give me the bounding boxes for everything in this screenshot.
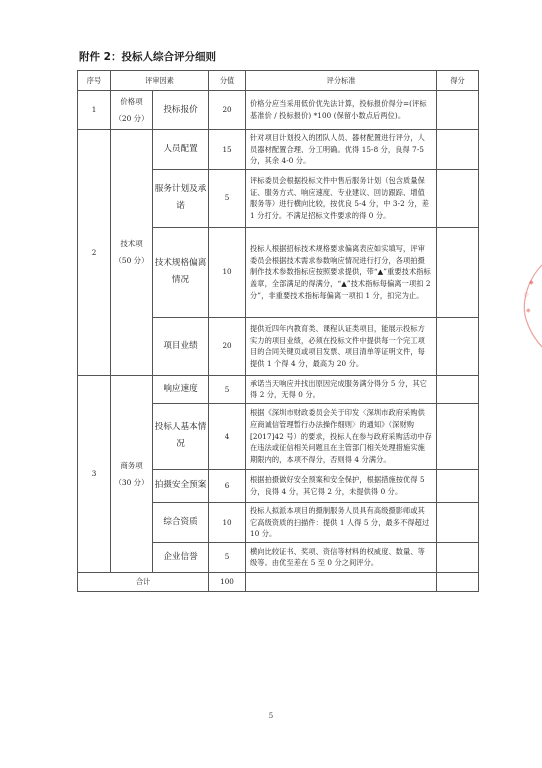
category-name: 商务项 — [120, 460, 143, 470]
page-title: 附件 2：投标人综合评分细则 — [79, 51, 216, 63]
item-standard: 承诺当天响应并找出原因完成服务满分得分 5 分，其它得 2 分，无得 0 分。 — [246, 375, 437, 403]
category-score: （30 分） — [114, 477, 149, 487]
red-seal-stamp — [515, 262, 542, 352]
item-name: 企业信誉 — [153, 542, 209, 572]
total-row — [78, 572, 479, 591]
item-result — [437, 317, 479, 375]
item-score: 10 — [209, 502, 246, 542]
item-result — [437, 91, 479, 130]
item-result — [437, 227, 479, 317]
svg-text:◇: ◇ — [524, 291, 529, 298]
header-factor: 评审因素 — [111, 71, 209, 91]
category-cell — [111, 375, 153, 572]
total-label: 合计 — [78, 572, 209, 591]
total-result-empty — [437, 572, 479, 591]
page-number: 5 — [268, 712, 274, 720]
item-score: 5 — [209, 169, 246, 227]
category-name: 价格项 — [120, 97, 143, 106]
item-score: 5 — [209, 542, 246, 572]
category-name: 技术项 — [120, 239, 143, 249]
svg-text:◆: ◆ — [529, 279, 534, 286]
category-score: （20 分） — [114, 114, 149, 123]
row-seq: 3 — [78, 375, 111, 572]
header-score: 分值 — [209, 71, 246, 91]
item-standard: 针对项目计划投入的团队人员、器材配置进行评分，人员器材配置合理、分工明确。优得 15-8 分，良得 7-5 分，其余 4-0 分。 — [246, 130, 437, 170]
table-row — [78, 375, 479, 403]
item-score: 20 — [209, 317, 246, 375]
item-score: 15 — [209, 130, 246, 170]
item-score: 5 — [209, 375, 246, 403]
header-seq: 序号 — [78, 71, 111, 91]
item-name: 技术规格偏离情况 — [153, 227, 209, 317]
header-standard: 评分标准 — [246, 71, 437, 91]
item-result — [437, 403, 479, 469]
row-seq: 2 — [78, 130, 111, 376]
item-name: 服务计划及承诺 — [153, 169, 209, 227]
item-name: 响应速度 — [153, 375, 209, 403]
item-standard: 横向比较证书、奖项、资信等材料的权威度、数量、等级等。由优至差在 5 至 0 分之间评分。 — [246, 542, 437, 572]
total-score: 100 — [209, 572, 246, 591]
item-result — [437, 502, 479, 542]
category-cell — [111, 130, 153, 376]
item-score: 20 — [209, 91, 246, 130]
item-result — [437, 169, 479, 227]
scoring-table — [77, 70, 479, 592]
item-standard: 评标委员会根据投标文件中售后服务计划（包含质量保证、服务方式、响应速度、专业建议、回访跟踪、增值服务等）进行横向比较，按优良 5-4 分，中 3-2 分，差 1 分打分。不满足招标文件要求的得 0 分。 — [246, 169, 437, 227]
item-result — [437, 469, 479, 502]
item-result — [437, 130, 479, 170]
item-result — [437, 375, 479, 403]
item-standard: 价格分应当采用低价优先法计算，投标报价得分=(评标基准价 / 投标报价) *100 (保留小数点后两位)。 — [246, 91, 437, 130]
table-row — [78, 91, 479, 130]
table-header-row — [78, 71, 479, 91]
item-standard: 根据拍摄做好安全预案和安全保护，根据措施按优得 5 分，良得 4 分，其它得 2 分，未提供得 0 分。 — [246, 469, 437, 502]
item-standard: 提供近四年内教育类、课程认证类项目，能展示投标方实力的项目业绩，必须在投标文件中提供每一个完工项目的合同关键页或项目发票、项目清单等证明文件，每提供 1 个得 4 分，最高为 20 分。 — [246, 317, 437, 375]
item-score: 6 — [209, 469, 246, 502]
category-score: （50 分） — [114, 256, 149, 266]
table-row — [78, 130, 479, 170]
total-standard-empty — [246, 572, 437, 591]
row-seq: 1 — [78, 91, 111, 130]
svg-text:◆: ◆ — [526, 307, 531, 314]
item-result — [437, 542, 479, 572]
header-result: 得分 — [437, 71, 479, 91]
item-name: 投标人基本情况 — [153, 403, 209, 469]
item-name: 项目业绩 — [153, 317, 209, 375]
item-standard: 投标人拟派本项目的摄制服务人员具有高级摄影师或其它高级资质的扫描件：提供 1 人得 5 分，最多不得超过 10 分。 — [246, 502, 437, 542]
item-name: 投标报价 — [153, 91, 209, 130]
item-score: 4 — [209, 403, 246, 469]
item-standard: 根据《深圳市财政委员会关于印发〈深圳市政府采购供应商诚信管理暂行办法操作细则〉的通知》（深财购[2017]42 号）的要求，投标人在参与政府采购活动中存在违法或征信相关问题且在主管部门相关处理措施实施期限内的，本项不得分，否则得 4 分满分。 — [246, 403, 437, 469]
item-standard: 投标人根据招标技术规格要求偏离表应如实填写，评审委员会根据技术需求参数响应情况进行打分，各项拍摄制作技术参数指标应按照要求提供，带“▲”重要技术指标盖章，全部满足的得满分，“▲”技术指标每偏离一项扣 2 分”，非重要技术指标每偏离一项扣 1 分，扣完为止。 — [246, 227, 437, 317]
category-cell — [111, 91, 153, 130]
item-name: 综合资质 — [153, 502, 209, 542]
item-score: 10 — [209, 227, 246, 317]
item-name: 人员配置 — [153, 130, 209, 170]
item-name: 拍摄安全预案 — [153, 469, 209, 502]
